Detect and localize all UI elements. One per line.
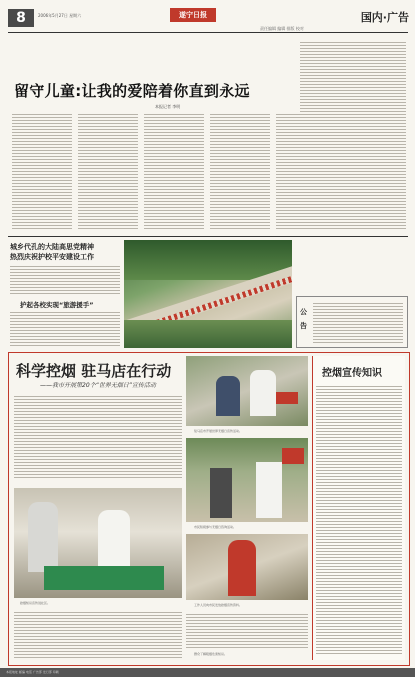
photo-foreground bbox=[124, 320, 292, 348]
photo-flag bbox=[276, 392, 298, 404]
feature-title: 科学控烟 驻马店在行动 bbox=[16, 362, 172, 380]
feature-subtitle: ——我市开展第20个“世界无烟日”宣传活动 bbox=[40, 382, 156, 389]
date-line: 2006年5月27日 星期六 bbox=[38, 13, 82, 18]
notice-body bbox=[313, 301, 403, 343]
photo-person bbox=[210, 468, 232, 518]
caption-2: 市民积极参与无烟日咨询活动。 bbox=[194, 525, 237, 529]
story1-body bbox=[10, 264, 120, 296]
lead-byline: 本报记者 李明 bbox=[155, 104, 181, 109]
notice-box bbox=[296, 296, 408, 348]
caption-1: 驻马店市开展世界无烟日宣传活动。 bbox=[194, 429, 243, 433]
page-number: 8 bbox=[8, 9, 34, 27]
photo-banner bbox=[282, 448, 304, 464]
photo-person bbox=[98, 510, 130, 570]
lead-column bbox=[210, 112, 270, 230]
right-column-text bbox=[300, 40, 406, 230]
photo-person bbox=[250, 370, 276, 416]
feature-photo-2 bbox=[186, 438, 308, 522]
sidebar-body bbox=[316, 384, 402, 654]
section-rule bbox=[8, 236, 408, 237]
photo-person bbox=[228, 540, 256, 596]
lead-headline: 留守儿童:让我的爱陪着你直到永远 bbox=[14, 82, 250, 100]
photo-person bbox=[216, 376, 240, 416]
header-rule bbox=[8, 32, 408, 33]
caption-5: 群众了解吸烟危害知识。 bbox=[194, 652, 228, 656]
feature-body bbox=[14, 394, 182, 480]
photo-person bbox=[256, 462, 282, 518]
lead-column bbox=[144, 112, 204, 230]
page-footer: 本报地址 邮编 电话 广告部 发行部 印刷 bbox=[0, 668, 415, 677]
feature-photo-3 bbox=[186, 534, 308, 600]
story2-title: 护起各校实现“旅游援手” bbox=[20, 301, 94, 309]
feature-photo-4 bbox=[14, 488, 182, 598]
header-sub-line: 责任编辑 编辑 排版 校对 bbox=[260, 26, 304, 31]
feature-body-3 bbox=[186, 612, 308, 648]
notice-label-bottom: 告 bbox=[300, 322, 307, 330]
section-title: 国内·广告 bbox=[360, 11, 409, 24]
bridge-photo bbox=[124, 240, 292, 348]
caption-3: 工作人员向市民发放控烟宣传资料。 bbox=[194, 603, 243, 607]
sidebar-title: 控烟宣传知识 bbox=[322, 368, 382, 379]
photo-person bbox=[28, 502, 58, 572]
photo-table bbox=[44, 566, 164, 590]
story1-title: 城乡代孔的大陆高思党精神 bbox=[10, 243, 94, 251]
feature-photo-1 bbox=[186, 356, 308, 426]
feature-body-2 bbox=[14, 610, 182, 658]
notice-label-top: 公 bbox=[300, 308, 307, 316]
story1-subtitle: 热烈庆祝护校平安建设工作 bbox=[10, 253, 94, 261]
story2-body bbox=[10, 310, 120, 346]
lead-column bbox=[12, 112, 72, 230]
lead-column bbox=[78, 112, 138, 230]
newspaper-logo: 遂宁日报 bbox=[170, 8, 216, 22]
caption-4: 控烟知识宣传进社区。 bbox=[20, 601, 51, 605]
